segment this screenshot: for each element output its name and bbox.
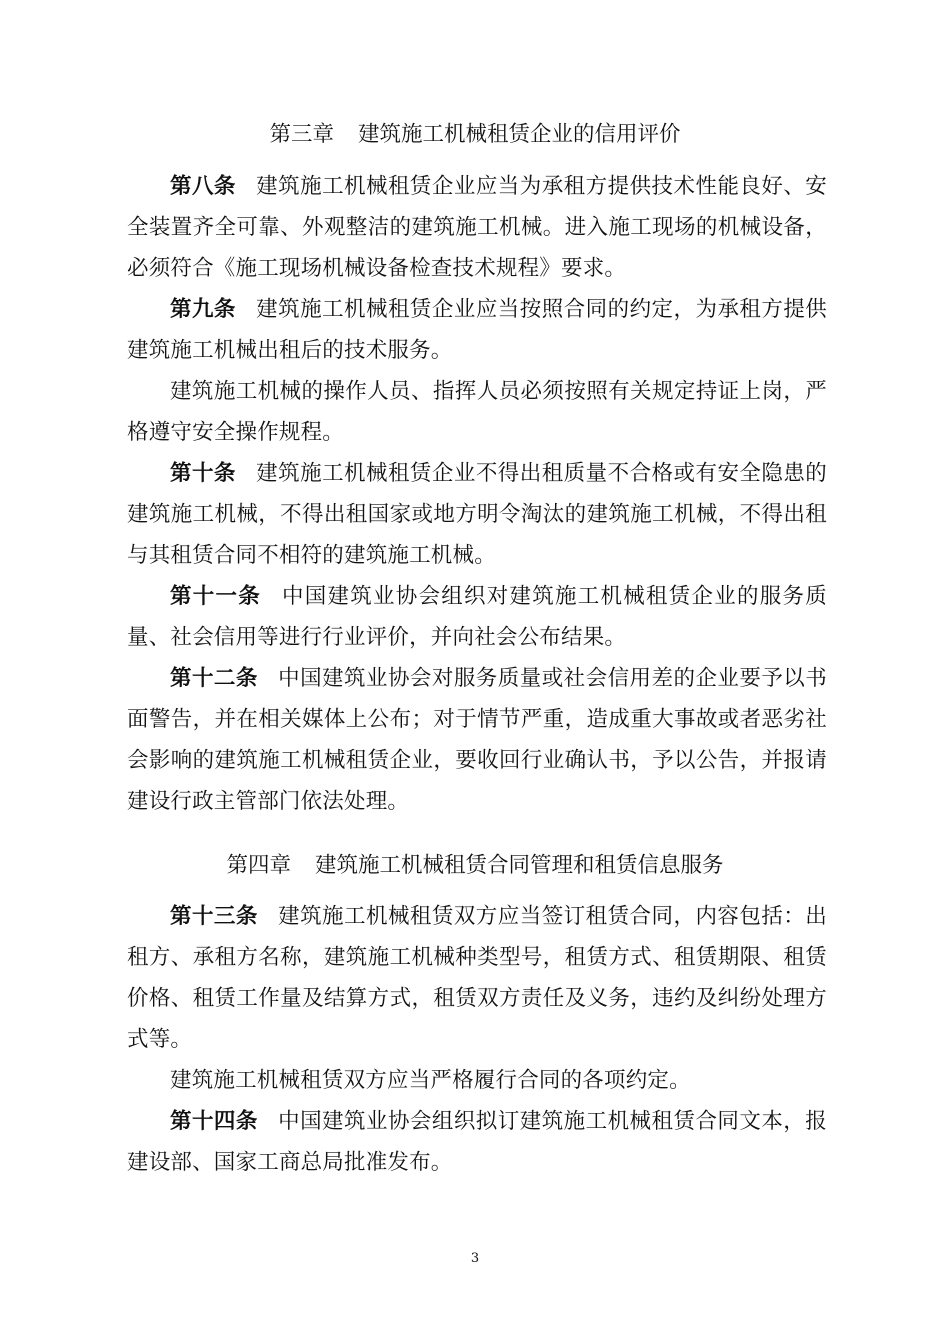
paragraph-text: 建筑施工机械的操作人员、指挥人员必须按照有关规定持证上岗，严格遵守安全操作规程。 (127, 379, 827, 445)
article-number: 第十一条 (170, 584, 261, 609)
article-9-paragraph-2 (127, 371, 827, 453)
article-text: 建筑施工机械租赁企业应当按照合同的约定，为承租方提供建筑施工机械出租后的技术服务。 (127, 297, 828, 363)
article-number: 第十四条 (170, 1109, 258, 1134)
article-text: 建筑施工机械租赁企业应当为承租方提供技术性能良好、安全装置齐全可靠、外观整洁的建筑施工机械。进入施工现场的机械设备，必须符合《施工现场机械设备检查技术规程》要求。 (127, 174, 828, 281)
article-number: 第十三条 (170, 904, 258, 929)
article-number: 第十二条 (170, 666, 258, 691)
article-number: 第八条 (170, 174, 236, 199)
article-14 (127, 1101, 827, 1183)
article-text: 建筑施工机械租赁企业不得出租质量不合格或有安全隐患的建筑施工机械，不得出租国家或地方明令淘汰的建筑施工机械，不得出租与其租赁合同不相符的建筑施工机械。 (127, 461, 828, 568)
page-number: 3 (470, 1251, 480, 1266)
article-12 (127, 658, 827, 822)
article-10 (127, 453, 827, 576)
article-number: 第十条 (170, 461, 236, 486)
article-11 (127, 576, 827, 658)
chapter-4-number: 第四章 (226, 853, 291, 878)
article-number: 第九条 (170, 297, 236, 322)
article-13 (127, 896, 827, 1060)
chapter-3-number: 第三章 (269, 122, 334, 147)
chapter-4-heading (0, 845, 950, 886)
chapter-3-body (127, 166, 827, 822)
article-text: 中国建筑业协会组织对建筑施工机械租赁企业的服务质量、社会信用等进行行业评价，并向社会公布结果。 (127, 584, 827, 650)
paragraph-text: 建筑施工机械租赁双方应当严格履行合同的各项约定。 (170, 1068, 691, 1093)
chapter-4-body (127, 896, 827, 1183)
chapter-4-title: 建筑施工机械租赁合同管理和租赁信息服务 (315, 853, 724, 878)
article-8 (127, 166, 827, 289)
article-text: 中国建筑业协会对服务质量或社会信用差的企业要予以书面警告，并在相关媒体上公布；对于情节严重，造成重大事故或者恶劣社会影响的建筑施工机械租赁企业，要收回行业确认书，予以公告，并报请建设行政主管部门依法处理。 (127, 666, 827, 814)
article-text: 建筑施工机械租赁双方应当签订租赁合同，内容包括：出租方、承租方名称，建筑施工机械种类型号，租赁方式、租赁期限、租赁价格、租赁工作量及结算方式，租赁双方责任及义务，违约及纠纷处理方式等。 (127, 904, 827, 1052)
chapter-3-title: 建筑施工机械租赁企业的信用评价 (358, 122, 681, 147)
article-9 (127, 289, 827, 371)
chapter-3-heading (0, 114, 950, 155)
article-13-paragraph-2 (127, 1060, 827, 1101)
article-text: 中国建筑业协会组织拟订建筑施工机械租赁合同文本，报建设部、国家工商总局批准发布。 (127, 1109, 827, 1175)
